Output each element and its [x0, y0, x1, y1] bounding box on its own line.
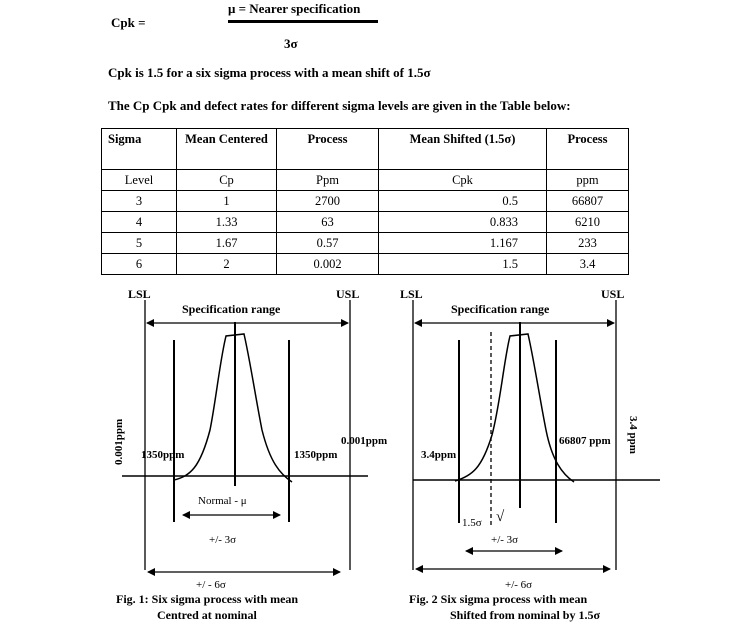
fig1-left-tail-inner-label: 1350ppm	[141, 449, 185, 461]
fig2-usl-label: USL	[601, 287, 625, 301]
cpk-formula-numerator: μ = Nearer specification	[228, 1, 361, 16]
fig2-six-sigma-label: +/- 6σ	[505, 579, 533, 591]
subheader-cell: Cpk	[379, 170, 547, 191]
fig1-left-tail-outer-label: 0.001ppm	[113, 418, 125, 465]
table-cell: 2	[177, 254, 277, 275]
table-cell: 4	[102, 212, 177, 233]
table-cell: 6	[102, 254, 177, 275]
table-cell: 1.167	[379, 233, 547, 254]
fig1-spec-range-label: Specification range	[182, 302, 281, 316]
fig1-usl-label: USL	[336, 287, 360, 301]
normal-curve	[174, 334, 292, 482]
fig2-lsl-label: LSL	[400, 287, 423, 301]
table-cell: 6210	[547, 212, 629, 233]
header-cell: Process	[547, 129, 629, 170]
fig1-lsl-label: LSL	[128, 287, 151, 301]
table-cell: 0.833	[379, 212, 547, 233]
table-cell: 0.5	[379, 191, 547, 212]
fig1-caption-line2: Centred at nominal	[157, 608, 257, 622]
table-intro: The Cp Cpk and defect rates for different sigma levels are given in the Table below:	[108, 98, 571, 113]
header-cell: Mean Shifted (1.5σ)	[379, 129, 547, 170]
header-cell: Process	[277, 129, 379, 170]
table-cell: 2700	[277, 191, 379, 212]
table-cell: 233	[547, 233, 629, 254]
table-cell: 1.33	[177, 212, 277, 233]
table-cell: 1	[177, 191, 277, 212]
fig2-caption-line1: Fig. 2 Six sigma process with mean	[409, 592, 588, 606]
subheader-cell: Level	[102, 170, 177, 191]
fig2-spec-range-label: Specification range	[451, 302, 550, 316]
fig2-three-sigma-label: +/- 3σ	[491, 534, 519, 546]
fig1-caption-line1: Fig. 1: Six sigma process with mean	[116, 592, 299, 606]
cpk-formula-denominator: 3σ	[284, 36, 298, 51]
fig2-right-tail-label: 66807 ppm	[559, 435, 611, 447]
fig2-left-tail-label: 3.4ppm	[421, 449, 457, 461]
table-cell: 66807	[547, 191, 629, 212]
table-cell: 1.5	[379, 254, 547, 275]
cpk-statement: Cpk is 1.5 for a six sigma process with a mean shift of 1.5σ	[108, 65, 431, 80]
fig1-right-tail-inner-label: 1350ppm	[294, 449, 338, 461]
fig1-mean-label: Normal - μ	[198, 495, 247, 507]
fig1-six-sigma-label: +/ - 6σ	[196, 579, 226, 591]
fig1-three-sigma-label: +/- 3σ	[209, 534, 237, 546]
table-cell: 0.57	[277, 233, 379, 254]
table-cell: 5	[102, 233, 177, 254]
table-cell: 1.67	[177, 233, 277, 254]
subheader-cell: Ppm	[277, 170, 379, 191]
table-cell: 63	[277, 212, 379, 233]
header-cell: Sigma	[102, 129, 177, 170]
table-cell: 3.4	[547, 254, 629, 275]
fig1-right-tail-outer-label: 0.001ppm	[341, 435, 388, 447]
cpk-formula-lhs: Cpk =	[111, 15, 146, 30]
fig2-shift-label: 1.5σ	[462, 517, 482, 529]
subheader-cell: Cp	[177, 170, 277, 191]
fig2-check-mark: √	[496, 509, 505, 525]
figure-2	[413, 300, 660, 570]
fig2-caption-line2: Shifted from nominal by 1.5σ	[450, 608, 600, 622]
fig2-right-tail-outer-label: 3.4 ppm	[627, 416, 639, 454]
header-cell: Mean Centered	[177, 129, 277, 170]
table-cell: 0.002	[277, 254, 379, 275]
subheader-cell: ppm	[547, 170, 629, 191]
table-cell: 3	[102, 191, 177, 212]
figure-1	[122, 300, 368, 572]
